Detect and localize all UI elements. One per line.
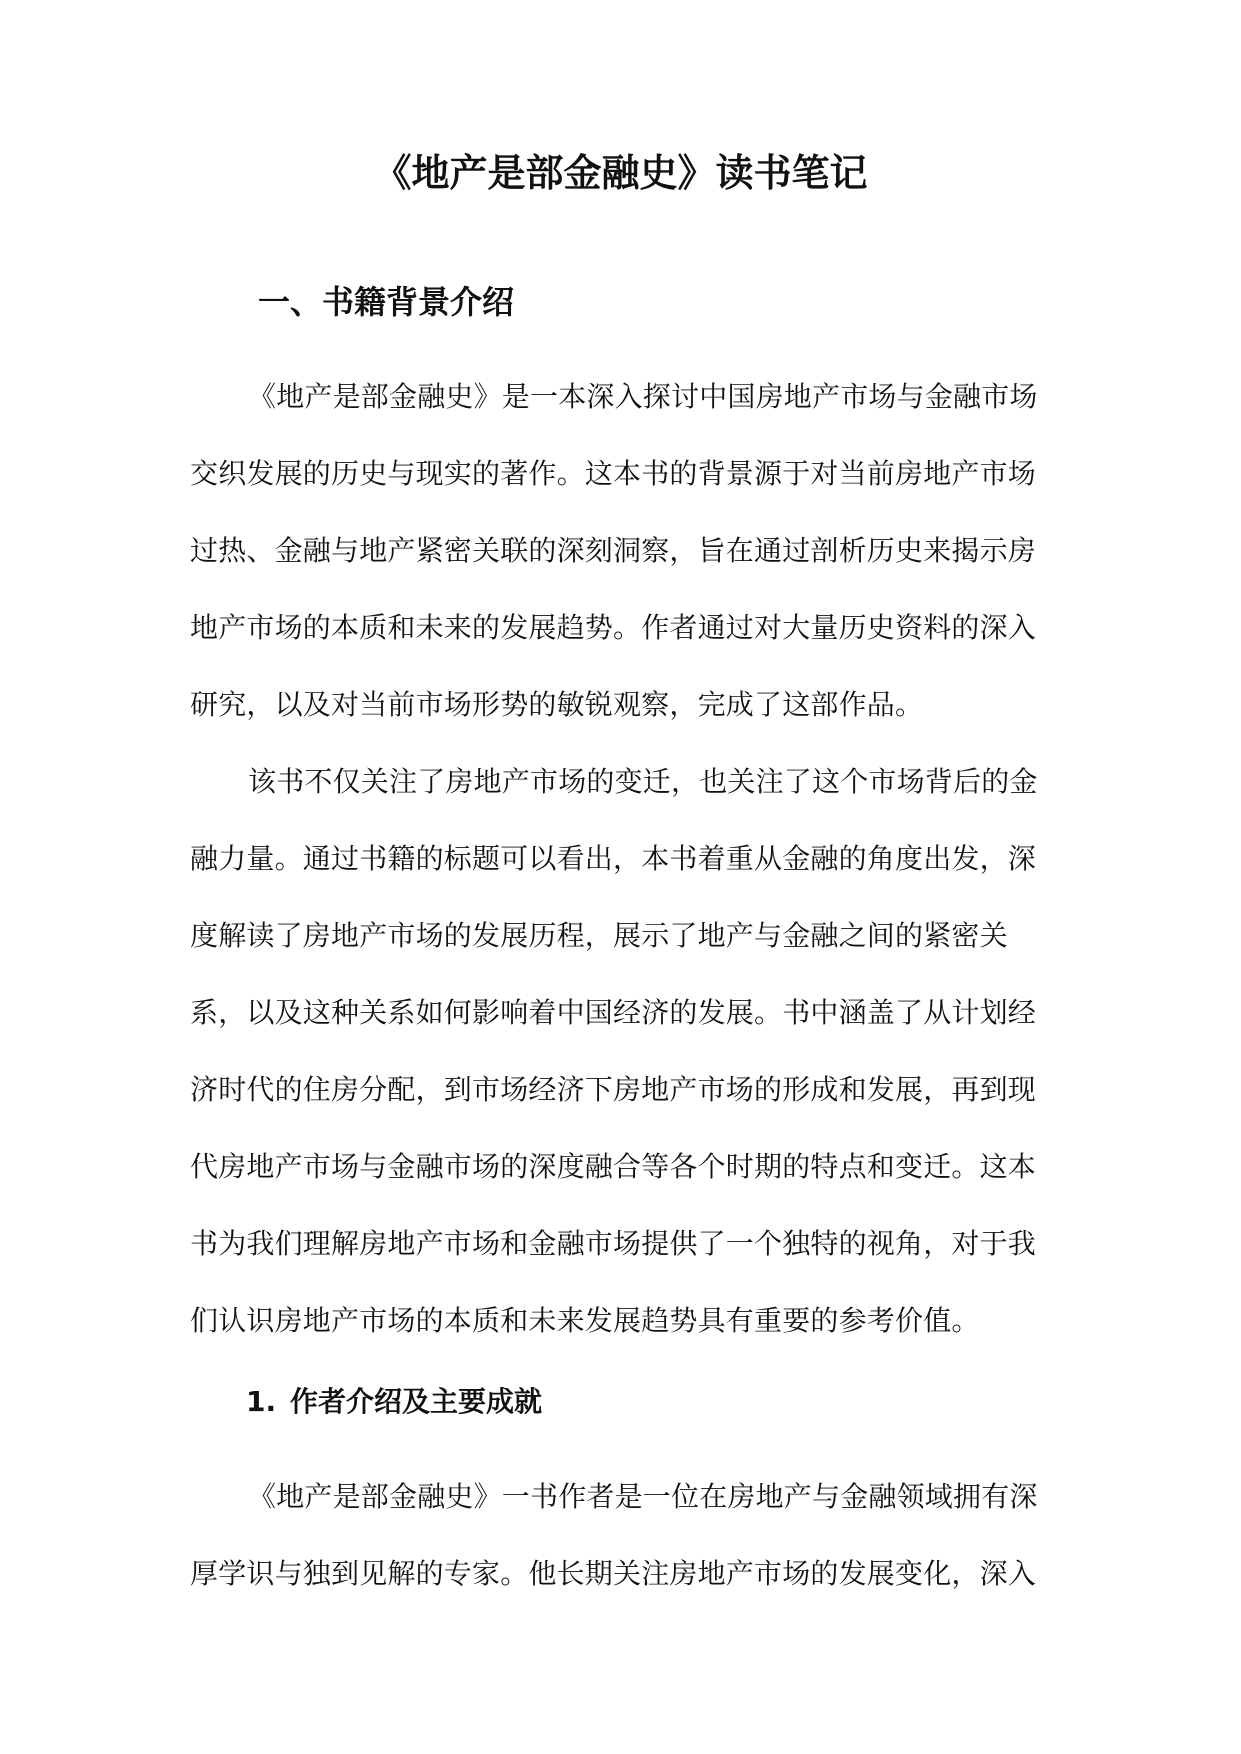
paragraph-background-1: 《地产是部金融史》是一本深入探讨中国房地产市场与金融市场交织发展的历史与现实的著作。这本书的背景源于对当前房地产市场过热、金融与地产紧密关联的深刻洞察，旨在通过剖析历史来揭示房地产市场的本质和未来的发展趋势。作者通过对大量历史资料的深入研究，以及对当前市场形势的敏锐观察，完成了这部作品。 [190,380,1038,721]
paragraph-author-1: 《地产是部金融史》一书作者是一位在房地产与金融领域拥有深厚学识与独到见解的专家。他长期关注房地产市场的发展变化，深入 [190,1480,1038,1590]
document-title: 《地产是部金融史》读书笔记 [373,151,868,195]
subsection-number: 1. [246,1385,277,1418]
subsection-heading-text: 作者介绍及主要成就 [290,1385,543,1418]
subsection-heading-author [246,1382,542,1422]
section-heading-background: 一、书籍背景介绍 [258,283,515,321]
paragraph-background-2: 该书不仅关注了房地产市场的变迁，也关注了这个市场背后的金融力量。通过书籍的标题可以看出，本书着重从金融的角度出发，深度解读了房地产市场的发展历程，展示了地产与金融之间的紧密关系，以及这种关系如何影响着中国经济的发展。书中涵盖了从计划经济时代的住房分配，到市场经济下房地产市场的形成和发展，再到现代房地产市场与金融市场的深度融合等各个时期的特点和变迁。这本书为我们理解房地产市场和金融市场提供了一个独特的视角，对于我们认识房地产市场的本质和未来发展趋势具有重要的参考价值。 [190,765,1038,1337]
